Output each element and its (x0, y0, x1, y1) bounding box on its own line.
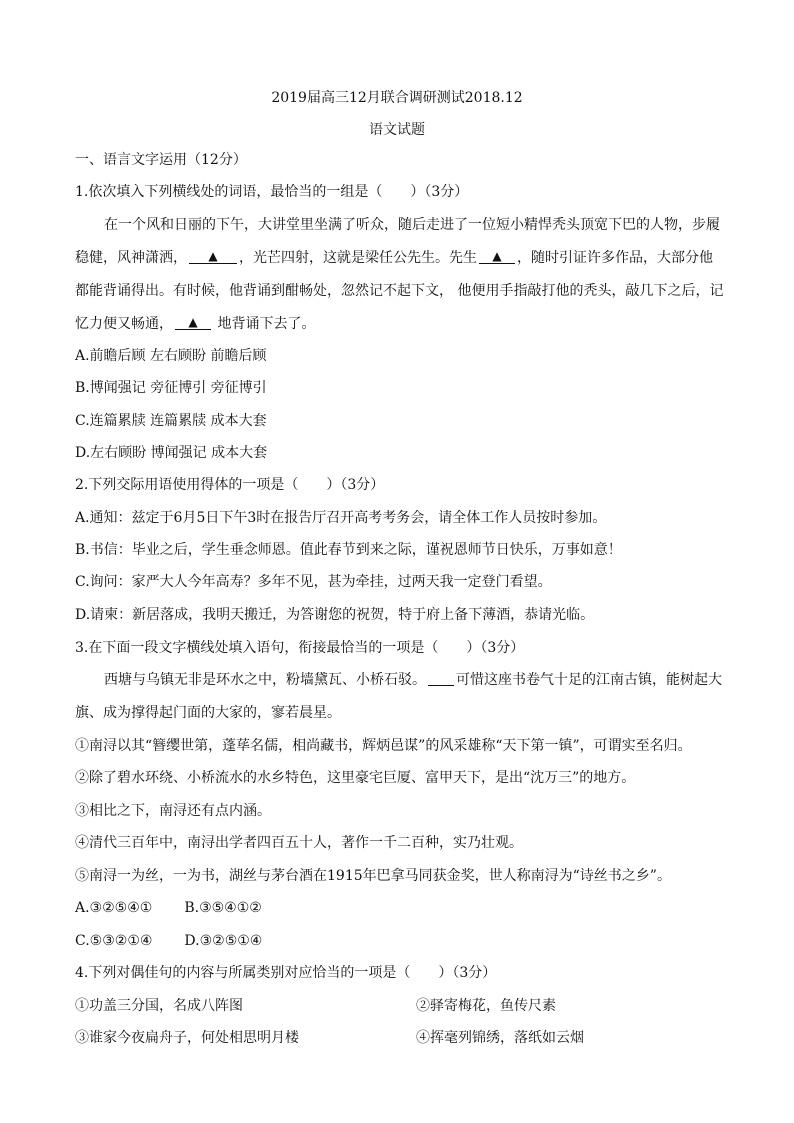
q3-options-row (75, 898, 734, 918)
q1-option-d: D.左右顾盼 博闻强记 成本大套 (75, 445, 268, 461)
q3-option-a: A.③②⑤④① (75, 900, 153, 916)
section-heading: 一、语言文字运用（12分） (75, 152, 247, 168)
passage-text: 稳健，风神潇洒， (75, 250, 187, 266)
subject-title: 语文试题 (369, 122, 425, 138)
q2-option-c: C.询问：家严大人今年高寿？多年不见，甚为牵挂，过两天我一定登门看望。 (75, 574, 552, 590)
fill-blank (175, 315, 211, 330)
q1-option-b: B.博闻强记 旁征博引 旁征博引 (75, 380, 267, 396)
q3-stem: 3.在下面一段文字横线处填入语句，衔接最恰当的一项是（ ）（3分） (75, 640, 525, 656)
passage-text: 西塘与乌镇无非是环水之中，粉墙黛瓦、小桥石驳。 (104, 672, 426, 688)
passage-text: ，光芒四射，这就是梁任公先生。先生 (239, 250, 477, 266)
q3-passage-line (104, 670, 734, 690)
exam-title: 2019届高三12月联合调研测试2018.12 (271, 90, 523, 106)
q4-stem: 4.下列对偶佳句的内容与所属类别对应恰当的一项是（ ）（3分） (75, 965, 497, 981)
q4-item: ④挥毫列锦绣，落纸如云烟 (416, 1030, 584, 1046)
q2-option-b: B.书信：毕业之后，学生垂念师恩。值此春节到来之际，谨祝恩师节日快乐，万事如意！ (75, 542, 622, 558)
q3-item: ③相比之下，南浔还有点内涵。 (75, 803, 271, 819)
fill-blank (189, 249, 237, 264)
q2-option-a: A.通知：兹定于6月5日下午3时在报告厅召开高考考务会，请全体工作人员按时参加。 (75, 510, 607, 526)
q1-passage-line: 都能背诵得出。有时候，他背诵到酣畅处，忽然记不起下文， 他便用手指敲打他的秃头，敲几下之后，记 (75, 283, 724, 299)
fill-blank (428, 671, 454, 686)
q1-option-c: C.连篇累牍 连篇累牍 成本大套 (75, 413, 267, 429)
q3-item: ⑤南浔一为丝，一为书，湖丝与茅台酒在1915年巴拿马同获金奖，世人称南浔为“诗丝书之乡”。 (75, 868, 671, 884)
q4-item: ①功盖三分国，名成八阵图 (75, 998, 243, 1014)
q3-option-c: C.⑤③②①④ (75, 933, 153, 949)
passage-text: 可惜这座书卷气十足的江南古镇，能树起大 (456, 672, 722, 688)
q2-stem: 2.下列交际用语使用得体的一项是（ ）（3分） (75, 477, 385, 493)
q1-option-a: A.前瞻后顾 左右顾盼 前瞻后顾 (75, 348, 267, 364)
q1-passage-line (75, 248, 734, 268)
q3-option-d: D.③②⑤①④ (184, 933, 263, 949)
fill-blank (479, 249, 515, 264)
q4-item: ③谁家今夜扁舟子，何处相思明月楼 (75, 1030, 299, 1046)
passage-text: 忆力便又畅通， (75, 316, 173, 332)
q1-passage-line (75, 314, 734, 334)
passage-text: 地背诵下去了。 (213, 316, 316, 332)
q4-items-row (75, 996, 734, 1016)
q3-item: ②除了碧水环绕、小桥流水的水乡特色，这里豪宅巨厦、富甲天下，是出“沈万三”的地方。 (75, 770, 636, 786)
q4-item: ②驿寄梅花，鱼传尺素 (416, 998, 556, 1014)
q3-passage-line: 旗、成为撑得起门面的大家的，寥若晨星。 (75, 705, 341, 721)
q3-option-b: B.③⑤④①② (184, 900, 262, 916)
q2-option-d: D.请柬：新居落成，我明天搬迁，为答谢您的祝贺，特于府上备下薄酒，恭请光临。 (75, 607, 595, 623)
q3-item: ④清代三百年中，南浔出学者四百五十人，著作一千二百种，实乃壮观。 (75, 835, 523, 851)
q4-items-row (75, 1028, 734, 1048)
q1-stem: 1.依次填入下列横线处的词语，最恰当的一组是（ ）（3分） (75, 184, 469, 200)
passage-text: ，随时引证许多作品，大部分他 (517, 250, 713, 266)
q3-item: ①南浔以其“簪缨世第，蓬荜名儒，相尚藏书，辉炳邑谋”的风采雄称“天下第一镇”，可谓实至名归。 (75, 738, 692, 754)
q3-options-row (75, 931, 734, 951)
q1-passage-line: 在一个风和日丽的下午，大讲堂里坐满了听众，随后走进了一位短小精悍秃头顶宽下巴的人物，步履 (104, 217, 720, 233)
